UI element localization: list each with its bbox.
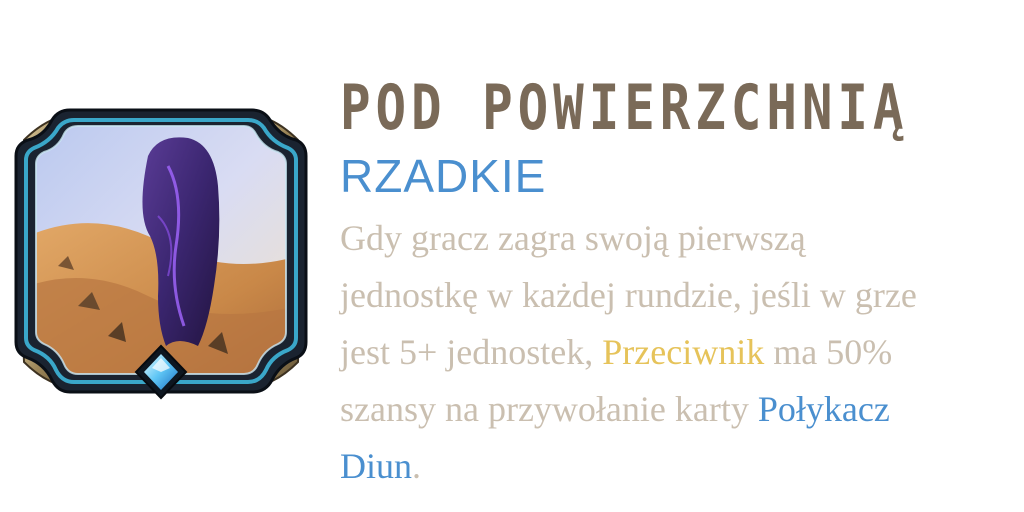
description-line-4-pre: szansy na przywołanie karty	[340, 389, 758, 429]
description-line-3-pre: jest 5+ jednostek,	[340, 332, 603, 372]
keyword-opponent[interactable]: Przeciwnik	[602, 332, 765, 372]
description-line-2: jednostkę w każdej rundzie, jeśli w grze	[340, 275, 917, 315]
description-line-1: Gdy gracz zagra swoją pierwszą	[340, 218, 806, 258]
power-title: POD POWIERZCHNIĄ	[340, 71, 909, 144]
power-icon-frame	[8, 96, 314, 406]
description-line-3-post: ma 50%	[764, 332, 893, 372]
sand-monolith-artwork	[28, 116, 298, 386]
card-reference-link-cont[interactable]: Diun	[340, 446, 412, 486]
description-end: .	[412, 446, 421, 486]
card-reference-link[interactable]: Połykacz	[757, 389, 890, 429]
sand-monolith-icon	[8, 96, 314, 406]
power-text	[340, 72, 1020, 495]
power-description	[340, 210, 1020, 495]
rarity-label: RZADKIE	[340, 150, 547, 202]
